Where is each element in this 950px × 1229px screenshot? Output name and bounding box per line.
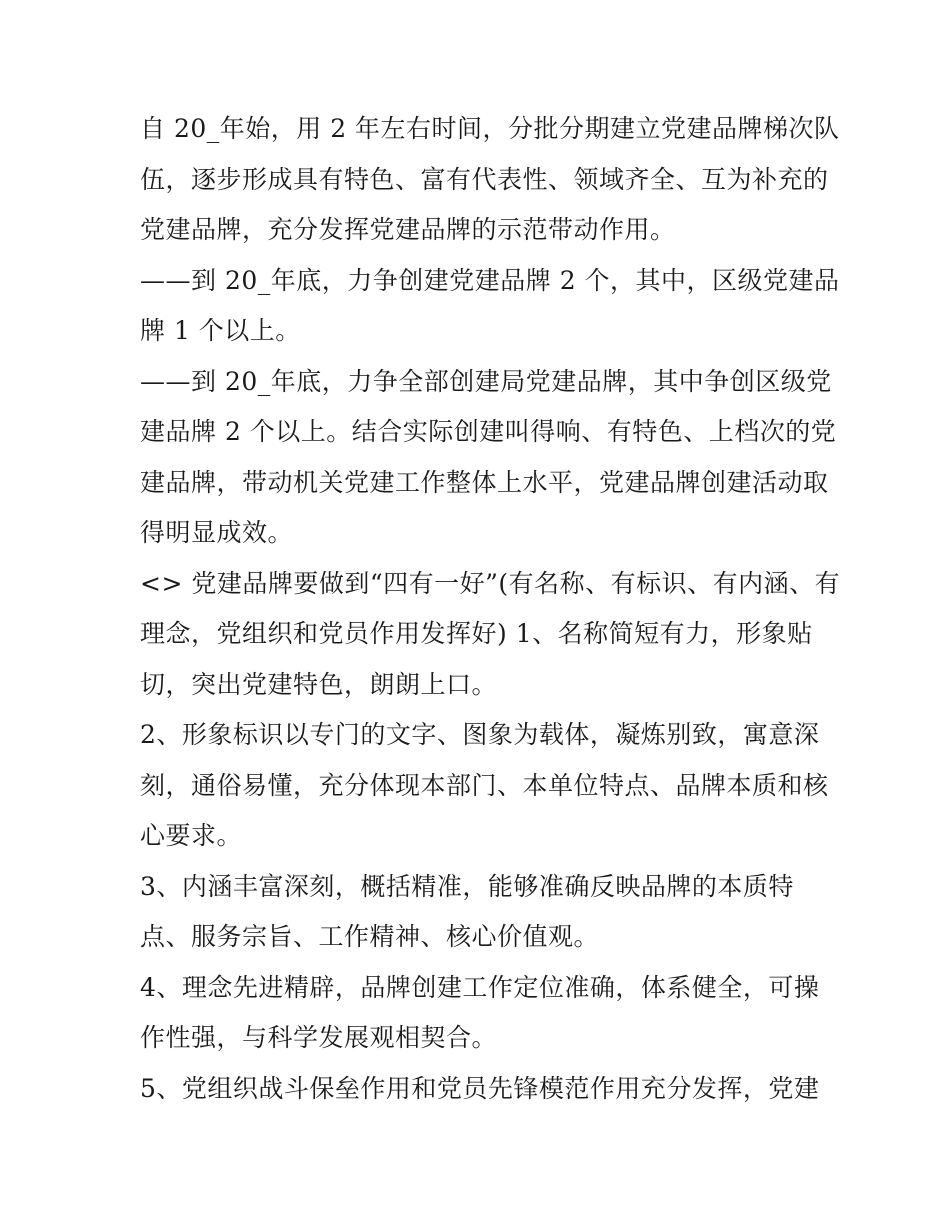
- text-line: 点、服务宗旨、工作精神、核心价值观。: [140, 922, 600, 951]
- text-line: 作性强，与科学发展观相契合。: [140, 1023, 498, 1052]
- text-line: 理念，党组织和党员作用发挥好) 1、名称简短有力，形象贴: [140, 619, 813, 648]
- text-line: 刻，通俗易懂，充分体现本部门、本单位特点、品牌本质和核: [140, 770, 829, 800]
- text-line: ——到 20_年底，力争全部创建局党建品牌，其中争创区级党: [140, 366, 832, 396]
- text-line: 自 20_年始，用 2 年左右时间，分批分期建立党建品牌梯次队: [140, 114, 840, 143]
- text-line: ——到 20_年底，力争创建党建品牌 2 个，其中，区级党建品: [140, 265, 840, 295]
- text-line: 伍，逐步形成具有特色、富有代表性、领域齐全、互为补充的: [140, 164, 829, 194]
- text-line: 建品牌，带动机关党建工作整体上水平，党建品牌创建活动取: [140, 467, 829, 497]
- text-line: 2、形象标识以专门的文字、图象为载体，凝炼别致，寓意深: [140, 720, 820, 749]
- text-line: 4、理念先进精辟，品牌创建工作定位准确，体系健全，可操: [140, 972, 820, 1002]
- text-line: 3、内涵丰富深刻，概括精准，能够准确反映品牌的本质特: [140, 871, 794, 901]
- text-line: <> 党建品牌要做到“四有一好”(有名称、有标识、有内涵、有: [140, 568, 841, 598]
- text-line: 牌 1 个以上。: [140, 316, 301, 345]
- text-line: 建品牌 2 个以上。结合实际创建叫得响、有特色、上档次的党: [140, 417, 837, 446]
- text-line: 心要求。: [140, 821, 243, 850]
- text-line: 5、党组织战斗保垒作用和党员先锋模范作用充分发挥，党建: [140, 1073, 820, 1103]
- document-body: [140, 104, 841, 1114]
- text-line: 得明显成效。: [140, 518, 294, 547]
- text-line: 切，突出党建特色，朗朗上口。: [140, 669, 498, 699]
- text-line: 党建品牌，充分发挥党建品牌的示范带动作用。: [140, 215, 676, 244]
